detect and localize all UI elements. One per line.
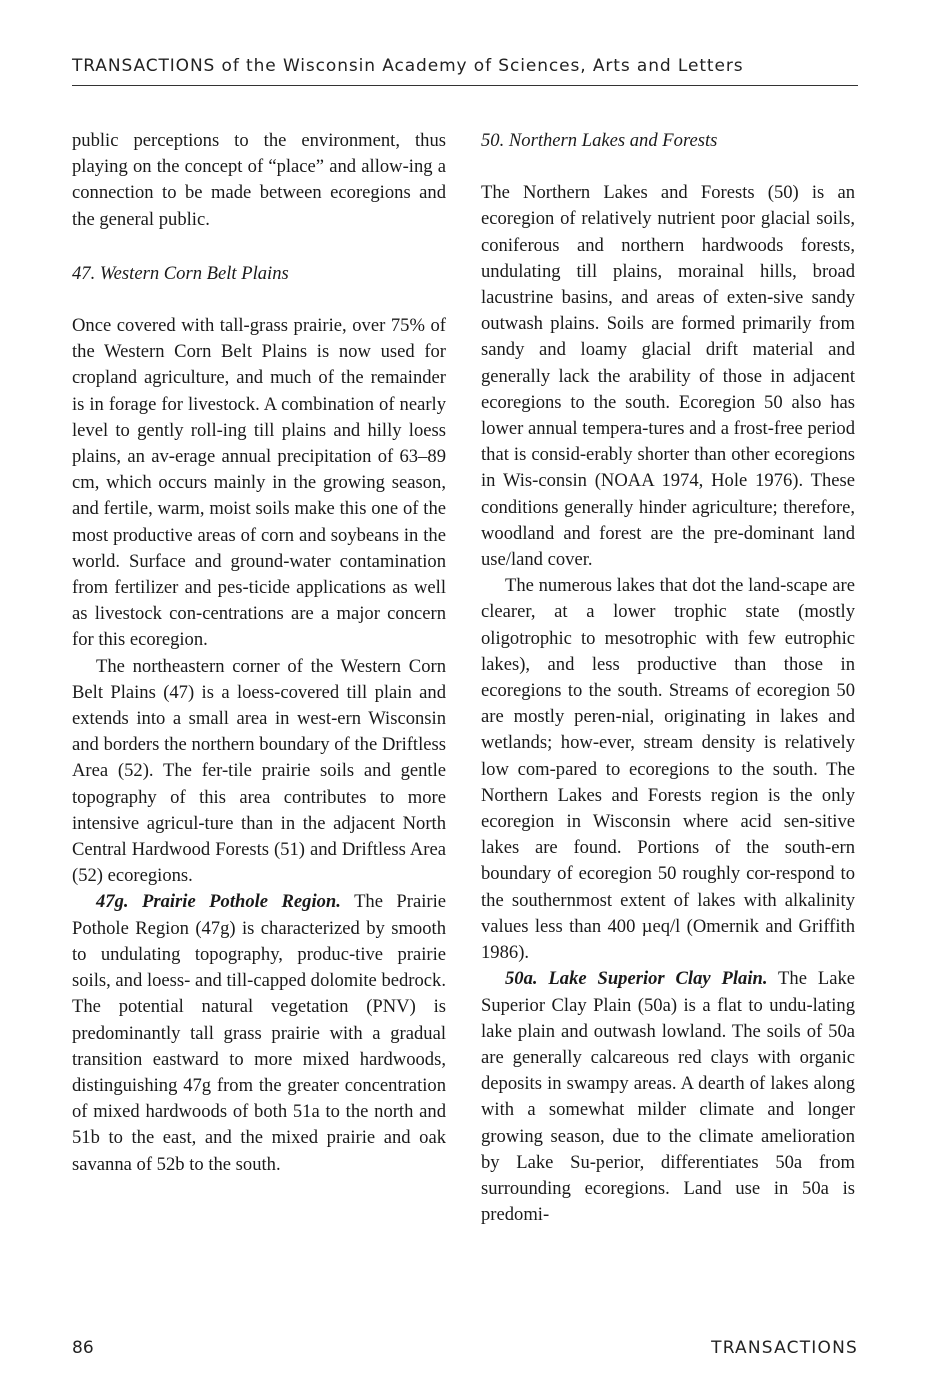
header-rule (72, 85, 858, 86)
section-47-heading: 47. Western Corn Belt Plains (72, 262, 289, 284)
page-number: 86 (72, 1338, 94, 1358)
section-50-heading: 50. Northern Lakes and Forests (481, 130, 718, 151)
section-47-paragraph-1: Once covered with tall-grass prairie, over 75% of the Western Corn Belt Plains is now used for cropland agriculture, and much of the remainder is in forage for livestock. A combination of nearly level to gently roll-ing till plains and hilly loess plains, an av-erage annual precipitation of 63–89 cm, which occurs mainly in the growing season, and fertile, warm, moist soils make this one of the most productive areas of corn and soybeans in the world. Surface and ground-water contamination from fertilizer and pes-ticide applications as well as livestock con-centrations are a major concern for this ecoregion. (72, 315, 446, 651)
intro-paragraph: public perceptions to the environment, thus playing on the concept of “place” and allow-ing a connection to be made between ecoregions and the general public. (72, 130, 446, 230)
subsection-47g-text: The Prairie Pothole Region (47g) is characterized by smooth to undulating topography, produc-tive prairie soils, and loess- and till-capped dolomite bedrock. The potential natural vegetation (PNV) is predominantly tall grass prairie with a gradual transition eastward to more mixed hardwoods, distinguishing 47g from the greater concentration of mixed hardwoods of both 51a to the north and 51b to the east, and the mixed prairie and oak savanna of 52b to the south. (72, 891, 446, 1175)
subsection-50a-text: The Lake Superior Clay Plain (50a) is a flat to undu-lating lake plain and outwash lowland. The soils of 50a are generally calcareous red clays with organic deposits in swampy areas. A dearth of lakes along with a somewhat milder climate and longer growing season, due to the climate amelioration by Lake Su-perior, differentiates 50a from surrounding ecoregions. Land use in 50a is predomi- (481, 968, 855, 1226)
left-column (72, 128, 446, 1178)
section-47-paragraph-2: The northeastern corner of the Western Corn Belt Plains (47) is a loess-covered till plain and extends into a small area in west-ern Wisconsin and borders the northern boundary of the Driftless Area (52). The fer-tile prairie soils and gentle topography of this area contributes to more intensive agricul-ture than in the adjacent North Central Hardwood Forests (51) and Driftless Area (52) ecoregions. (72, 655, 446, 887)
section-50-paragraph-2: The numerous lakes that dot the land-scape are clearer, at a lower trophic state (mostly oligotrophic to mesotrophic with few eutrophic lakes), and less productive than those in ecoregions to the south. Streams of ecoregion 50 are mostly peren-nial, originating in lakes and wetlands; how-ever, stream density is relatively low com-pared to ecoregions to the south. The Northern Lakes and Forests region is the only ecoregion in Wisconsin where acid sen-sitive lakes are found. Portions of the south-ern boundary of ecoregion 50 roughly cor-respond to the southernmost extent of lakes with alkalinity values less than 400 µeq/l (Omernik and Griffith 1986). (481, 575, 855, 964)
subsection-47g-heading: 47g. Prairie Pothole Region. (96, 891, 341, 913)
subsection-47g-paragraph (72, 889, 446, 1177)
running-head: TRANSACTIONS of the Wisconsin Academy of Sciences, Arts and Letters (72, 56, 744, 76)
right-column (481, 128, 855, 1228)
section-50-paragraph-1: The Northern Lakes and Forests (50) is an ecoregion of relatively nutrient poor glacial soils, coniferous and northern hardwoods forests, undulating till plains, morainal hills, broad lacustrine basins, and areas of exten-sive sandy outwash plains. Soils are formed primarily from sandy and loamy glacial drift material and generally lack the arability of those in adjacent ecoregions to the south. Ecoregion 50 also has lower annual tempera-tures and a frost-free period that is consid-erably shorter than other ecoregions in Wis-consin (NOAA 1974, Hole 1976). These conditions generally hinder agriculture; therefore, woodland and forest are the pre-dominant land use/land cover. (481, 182, 855, 571)
subsection-50a-paragraph (481, 966, 855, 1228)
footer-journal-title: TRANSACTIONS (711, 1338, 858, 1358)
subsection-50a-heading: 50a. Lake Superior Clay Plain. (505, 968, 768, 990)
